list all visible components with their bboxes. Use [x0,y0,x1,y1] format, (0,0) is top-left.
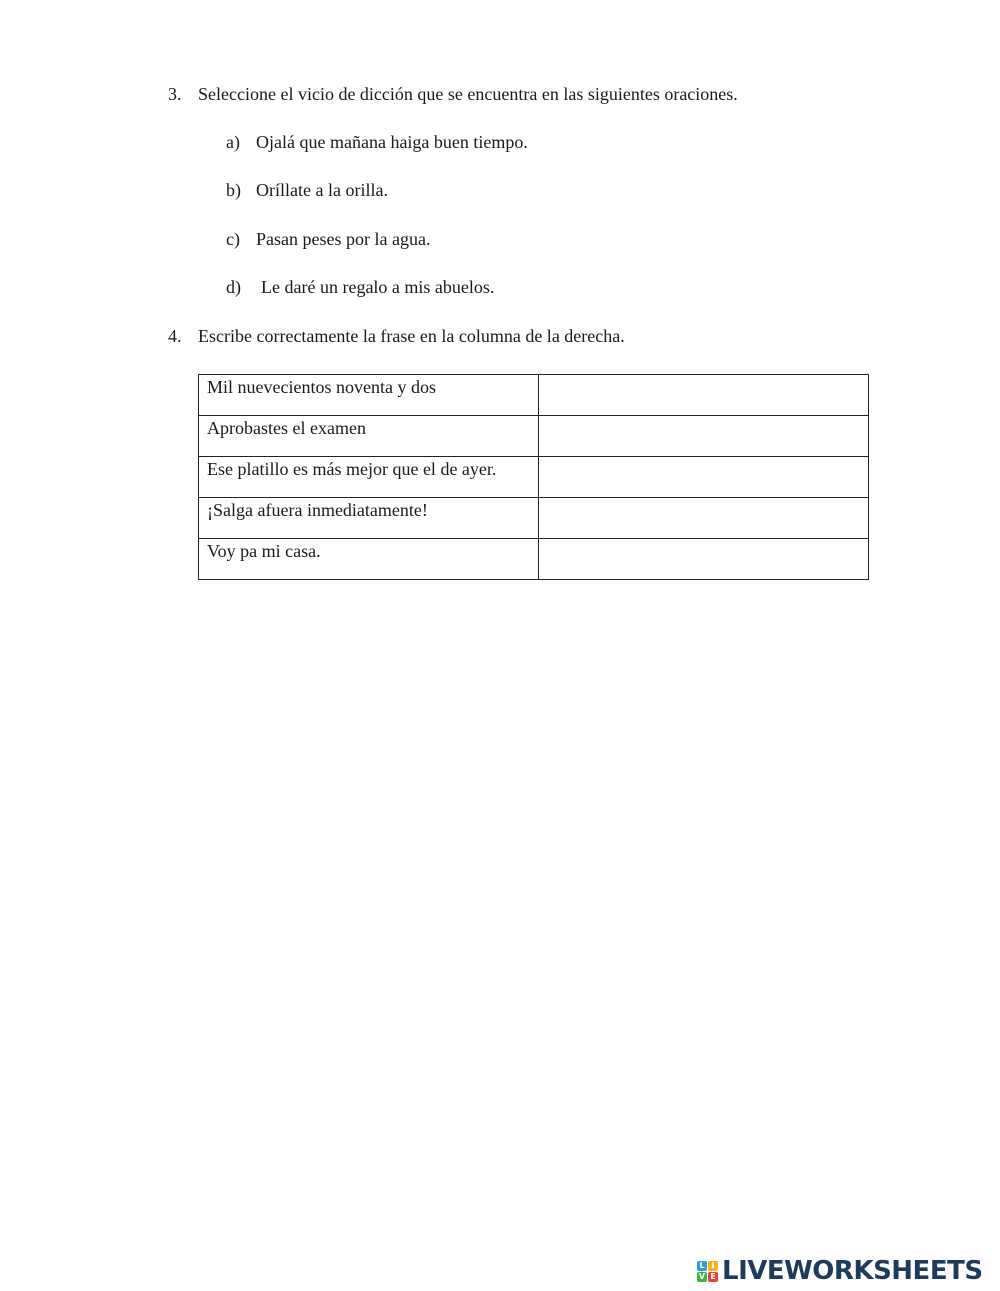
table-row [199,539,869,580]
question-number: 4. [168,326,182,346]
option-text: Ojalá que mañana haiga buen tiempo. [256,132,528,152]
answer-cell [538,498,868,539]
logo-tile-e: E [708,1272,718,1282]
logo-text: LIVEWORKSHEETS [722,1256,983,1286]
question-text: Escribe correctamente la frase en la columna de la derecha. [198,326,625,346]
question-text: Seleccione el vicio de dicción que se encuentra en las siguientes oraciones. [198,84,738,104]
answer-input[interactable] [539,375,872,415]
table-row [199,457,869,498]
incorrect-phrase: Voy pa mi casa. [199,539,539,580]
option-letter: b) [226,180,241,200]
logo-tile-l: L [697,1261,707,1271]
answer-input[interactable] [539,416,872,456]
incorrect-phrase: ¡Salga afuera inmediatamente! [199,498,539,539]
option-letter: c) [226,229,240,249]
option-letter: d) [226,277,241,297]
logo-mark-icon [697,1261,718,1282]
liveworksheets-logo [697,1257,983,1285]
incorrect-phrase: Mil nuevecientos noventa y dos [199,375,539,416]
logo-tile-i: I [708,1261,718,1271]
incorrect-phrase: Aprobastes el examen [199,416,539,457]
option-text: Pasan peses por la agua. [256,229,431,249]
logo-tile-v: V [698,1271,706,1281]
answer-input[interactable] [539,539,872,579]
table-row [199,416,869,457]
question-number: 3. [168,84,182,104]
table-row [199,375,869,416]
answer-cell [538,539,868,580]
answer-input[interactable] [539,498,872,538]
answer-cell [538,416,868,457]
incorrect-phrase: Ese platillo es más mejor que el de ayer. [199,457,539,498]
correction-table [198,374,869,580]
option-letter: a) [226,132,240,152]
answer-cell [538,457,868,498]
answer-input[interactable] [539,457,872,497]
answer-cell [538,375,868,416]
option-text: Oríllate a la orilla. [256,180,388,200]
option-text: Le daré un regalo a mis abuelos. [261,277,495,297]
table-row [199,498,869,539]
